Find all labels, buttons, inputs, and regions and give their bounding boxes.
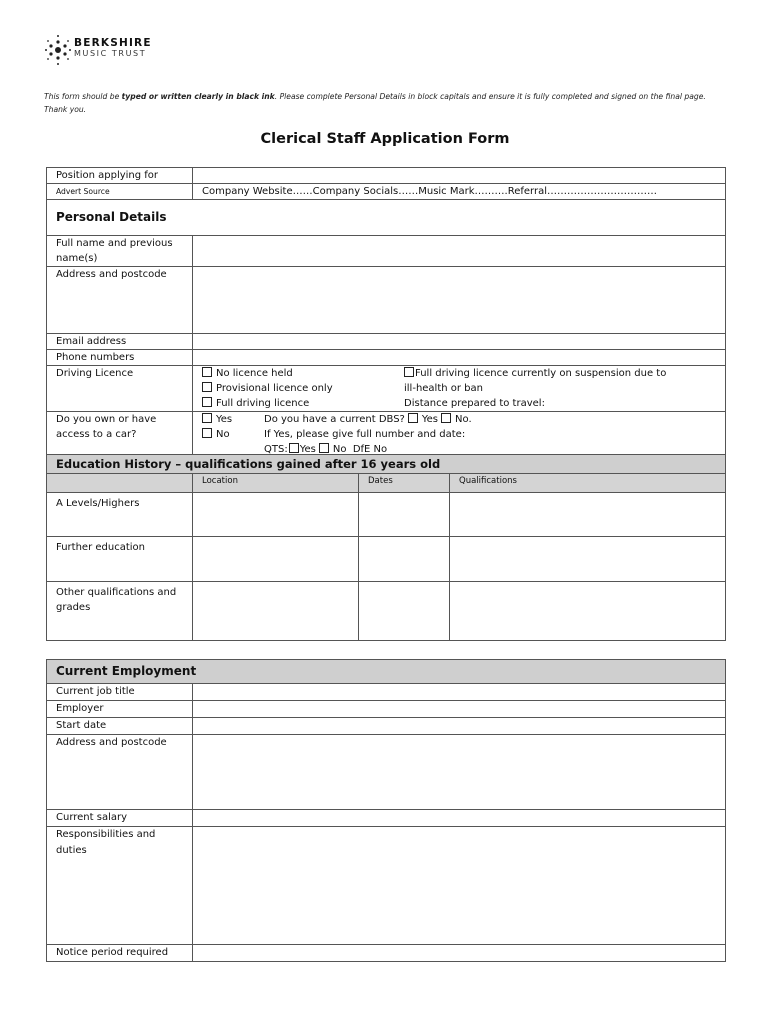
dbs-no-label: No.	[455, 414, 472, 425]
position-label: Position applying for	[47, 168, 193, 184]
salary-label: Current salary	[47, 810, 193, 827]
checkbox-icon[interactable]	[289, 443, 299, 453]
education-row-label: A Levels/Highers	[47, 493, 193, 537]
employment-table	[46, 659, 726, 962]
starburst-logo-icon	[44, 33, 72, 67]
education-location-field[interactable]	[193, 493, 359, 537]
education-row-label: Further education	[47, 537, 193, 582]
dbs-question-label: Do you have a current DBS?	[264, 414, 405, 425]
phone-field[interactable]	[193, 350, 726, 366]
start-date-label: Start date	[47, 718, 193, 735]
qts-yes-label: Yes	[299, 444, 316, 455]
address-label: Address and postcode	[47, 267, 193, 334]
notice-period-field[interactable]	[193, 945, 726, 962]
checkbox-icon[interactable]	[319, 443, 329, 453]
job-title-label: Current job title	[47, 684, 193, 701]
full-name-label: Full name and previous name(s)	[47, 236, 193, 267]
education-col-location: Location	[193, 474, 359, 493]
dbs-detail-label: If Yes, please give full number and date:	[264, 429, 466, 440]
phone-label: Phone numbers	[47, 350, 193, 366]
company-logo	[44, 33, 154, 67]
personal-details-table	[46, 167, 726, 458]
driving-option-suspended-label-cont: ill-health or ban	[404, 383, 483, 394]
checkbox-icon[interactable]	[202, 367, 212, 377]
job-title-field[interactable]	[193, 684, 726, 701]
dbs-question	[264, 412, 716, 427]
checkbox-icon[interactable]	[441, 413, 451, 423]
education-location-field[interactable]	[193, 582, 359, 641]
intro-text-1: This form should be	[44, 92, 122, 101]
education-col-dates: Dates	[359, 474, 450, 493]
education-col-blank	[47, 474, 193, 493]
employer-field[interactable]	[193, 701, 726, 718]
education-col-qualifications: Qualifications	[450, 474, 726, 493]
table-row	[47, 582, 726, 641]
table-row	[47, 537, 726, 582]
employment-address-label: Address and postcode	[47, 735, 193, 810]
education-heading: Education History – qualifications gained after 16 years old	[47, 455, 726, 474]
car-no-option[interactable]	[202, 427, 264, 442]
logo-text-line1: BERKSHIRE	[74, 37, 152, 49]
personal-details-heading: Personal Details	[47, 200, 726, 236]
checkbox-icon[interactable]	[404, 367, 414, 377]
address-field[interactable]	[193, 267, 726, 334]
table-row	[47, 493, 726, 537]
email-field[interactable]	[193, 334, 726, 350]
checkbox-icon[interactable]	[408, 413, 418, 423]
education-dates-field[interactable]	[359, 493, 450, 537]
driving-option-provisional[interactable]	[202, 381, 404, 396]
intro-text-bold: typed or written clearly in black ink	[121, 92, 275, 101]
full-name-field[interactable]	[193, 236, 726, 267]
qts-no-label: No	[332, 444, 347, 455]
employment-address-field[interactable]	[193, 735, 726, 810]
driving-option-full-label: Full driving licence	[216, 398, 310, 409]
car-yes-option[interactable]	[202, 412, 264, 427]
dfe-label: DfE No	[352, 444, 388, 455]
salary-field[interactable]	[193, 810, 726, 827]
employer-label: Employer	[47, 701, 193, 718]
education-dates-field[interactable]	[359, 537, 450, 582]
driving-option-none-label: No licence held	[216, 368, 293, 379]
duties-label: Responsibilities and duties	[47, 827, 193, 945]
education-location-field[interactable]	[193, 537, 359, 582]
education-qualifications-field[interactable]	[450, 493, 726, 537]
intro-instructions	[44, 90, 724, 116]
driving-licence-label: Driving Licence	[47, 366, 193, 412]
education-dates-field[interactable]	[359, 582, 450, 641]
education-row-label: Other qualifications and grades	[47, 582, 193, 641]
position-field[interactable]	[193, 168, 726, 184]
dbs-yes-label: Yes	[421, 414, 439, 425]
advert-source-label: Advert Source	[47, 184, 193, 200]
checkbox-icon[interactable]	[202, 397, 212, 407]
advert-source-field[interactable]: Company Website……Company Socials……Music Mark……….Referral……………………………	[193, 184, 726, 200]
driving-option-none[interactable]	[202, 366, 404, 381]
car-yes-label: Yes	[216, 414, 233, 425]
driving-licence-options	[193, 366, 726, 412]
checkbox-icon[interactable]	[202, 428, 212, 438]
email-label: Email address	[47, 334, 193, 350]
intro-text-2: . Please complete Personal Details in block capitals and ensure it is fully completed and signed on the final page. Thank you.	[44, 92, 706, 114]
car-no-label: No	[216, 429, 230, 440]
car-access-label: Do you own or have access to a car?	[47, 412, 193, 458]
form-title: Clerical Staff Application Form	[260, 131, 510, 147]
car-dbs-cell	[193, 412, 726, 458]
driving-option-suspended[interactable]	[404, 366, 716, 381]
education-qualifications-field[interactable]	[450, 537, 726, 582]
notice-period-label: Notice period required	[47, 945, 193, 962]
checkbox-icon[interactable]	[202, 382, 212, 392]
duties-field[interactable]	[193, 827, 726, 945]
driving-option-provisional-label: Provisional licence only	[216, 383, 333, 394]
education-table	[46, 454, 726, 641]
logo-text-line2: MUSIC TRUST	[74, 49, 147, 58]
education-qualifications-field[interactable]	[450, 582, 726, 641]
distance-label: Distance prepared to travel:	[404, 398, 545, 409]
driving-option-suspended-label: Full driving licence currently on suspension due to	[415, 368, 667, 379]
employment-heading: Current Employment	[47, 660, 726, 684]
checkbox-icon[interactable]	[202, 413, 212, 423]
start-date-field[interactable]	[193, 718, 726, 735]
qts-label: QTS:	[264, 444, 288, 455]
driving-option-full[interactable]	[202, 396, 404, 411]
